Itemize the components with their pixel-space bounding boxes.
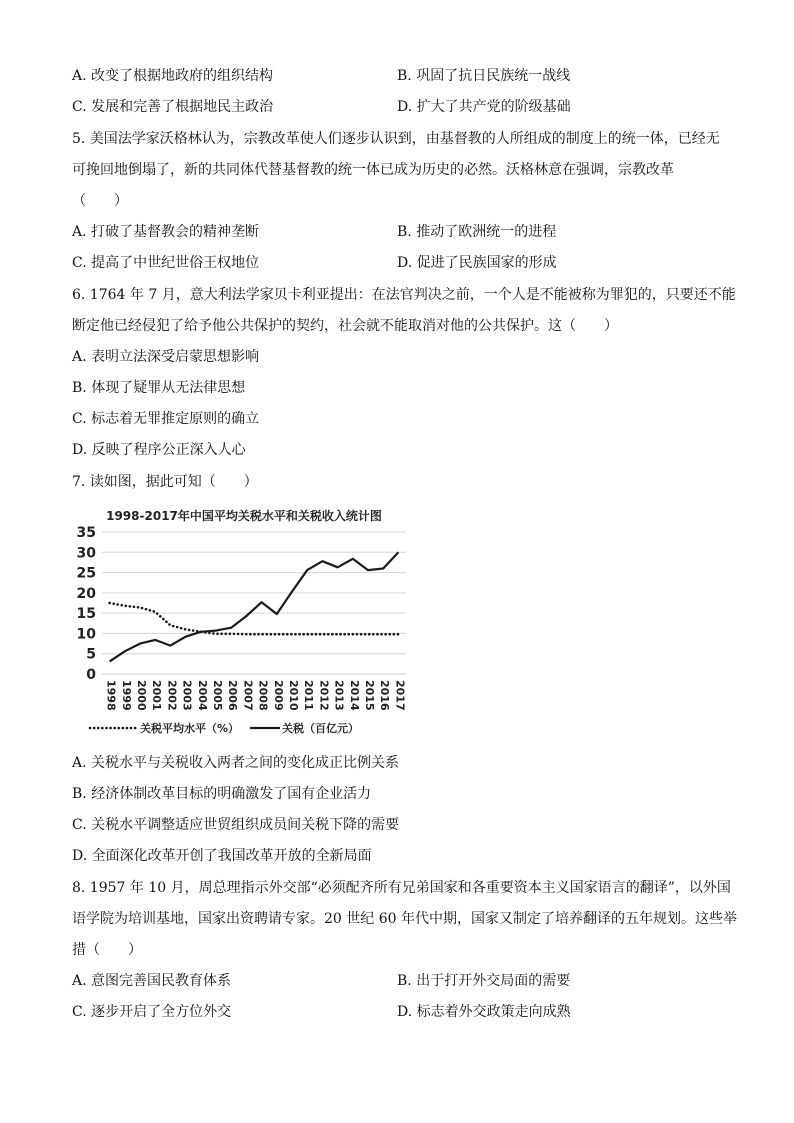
x-tick-label: 2002 — [165, 680, 179, 711]
x-tick-label: 2013 — [332, 680, 346, 711]
q6-stem-line1: 6. 1764 年 7 月，意大利法学家贝卡利亚提出：在法官判决之前，一个人是不能被称为罪犯的，只要还不能 — [72, 287, 736, 303]
q4-option-a: A. 改变了根据地政府的组织结构 — [72, 68, 274, 84]
x-tick-label: 2003 — [180, 680, 194, 711]
q6-option-c: C. 标志着无罪推定原则的确立 — [72, 411, 260, 427]
q6-option-b: B. 体现了疑罪从无法律思想 — [72, 380, 246, 396]
x-tick-label: 2014 — [347, 680, 361, 711]
y-tick-label: 10 — [76, 626, 96, 643]
q6-option-d: D. 反映了程序公正深入人心 — [72, 442, 246, 458]
y-tick-label: 5 — [86, 646, 96, 663]
q6-option-a: A. 表明立法深受启蒙思想影响 — [72, 349, 260, 365]
q8-option-a: A. 意图完善国民教育体系 — [72, 973, 232, 989]
tariff-chart-svg — [74, 504, 414, 744]
y-tick-label: 35 — [76, 525, 96, 541]
x-tick-label: 2016 — [378, 680, 392, 711]
q8-stem-line1: 8. 1957 年 10 月，周总理指示外交部“必须配齐所有兄弟国家和各重要资本主义国家语言的翻译”，以外国 — [72, 880, 731, 896]
q4-option-b: B. 巩固了抗日民族统一战线 — [397, 68, 571, 84]
tariff-chart — [74, 504, 414, 744]
q8-option-b: B. 出于打开外交局面的需要 — [397, 973, 571, 989]
chart-title: 1998-2017年中国平均关税水平和关税收入统计图 — [106, 509, 382, 523]
x-tick-label: 2012 — [317, 680, 331, 711]
q7-option-c: C. 关税水平调整适应世贸组织成员间关税下降的需要 — [72, 817, 400, 833]
x-tick-label: 2000 — [135, 680, 148, 711]
q6-stem-line2: 断定他已经侵犯了给予他公共保护的契约，社会就不能取消对他的公共保护。这（ ） — [72, 318, 618, 334]
q5-stem-line3: （ ） — [72, 193, 128, 209]
x-tick-label: 2006 — [226, 680, 240, 711]
y-tick-label: 25 — [76, 565, 96, 582]
x-tick-label: 2015 — [363, 680, 376, 711]
x-tick-label: 2011 — [302, 680, 316, 711]
q8-stem-line3: 措（ ） — [72, 942, 142, 958]
q5-stem-line2: 可挽回地倒塌了，新的共同体代替基督教的统一体已成为历史的必然。沃格林意在强调，宗教改革 — [72, 162, 674, 178]
x-tick-label: 2009 — [271, 680, 285, 711]
q5-option-c: C. 提高了中世纪世俗王权地位 — [72, 255, 260, 271]
x-tick-label: 2017 — [393, 680, 407, 711]
x-tick-label: 1999 — [119, 680, 133, 711]
x-tick-label: 2004 — [195, 680, 209, 711]
q5-stem-line1: 5. 美国法学家沃格林认为，宗教改革使人们逐步认识到，由基督教的人所组成的制度上的统一体，已经无 — [72, 131, 720, 147]
y-tick-label: 30 — [76, 545, 96, 562]
legend-label-tariff-level: 关税平均水平（%） — [140, 722, 240, 735]
q4-option-c: C. 发展和完善了根据地民主政治 — [72, 99, 274, 115]
q5-option-a: A. 打破了基督教会的精神垄断 — [72, 224, 260, 240]
x-tick-label: 2008 — [256, 680, 270, 711]
series-tariff-revenue-line — [110, 552, 399, 661]
q5-option-b: B. 推动了欧洲统一的进程 — [397, 224, 557, 240]
y-tick-label: 20 — [76, 585, 96, 602]
y-tick-label: 15 — [76, 606, 96, 623]
q8-stem-line2: 语学院为培训基地，国家出资聘请专家。20 世纪 60 年代中期，国家又制定了培养翻译的五年规划。这些举 — [72, 911, 737, 927]
legend-label-tariff-revenue: 关税（百亿元） — [282, 722, 359, 735]
q5-option-d: D. 促进了民族国家的形成 — [397, 255, 557, 271]
x-tick-label: 2010 — [287, 680, 300, 711]
q7-stem: 7. 读如图，据此可知（ ） — [72, 474, 258, 490]
x-tick-label: 2007 — [241, 680, 255, 711]
q8-option-c: C. 逐步开启了全方位外交 — [72, 1004, 232, 1020]
x-tick-label: 1998 — [104, 680, 118, 711]
q7-option-a: A. 关税水平与关税收入两者之间的变化成正比例关系 — [72, 755, 400, 771]
q7-option-d: D. 全面深化改革开创了我国改革开放的全新局面 — [72, 848, 372, 864]
q8-option-d: D. 标志着外交政策走向成熟 — [397, 1004, 571, 1020]
q7-option-b: B. 经济体制改革目标的明确激发了国有企业活力 — [72, 786, 372, 802]
y-tick-label: 0 — [86, 667, 96, 683]
x-tick-label: 2005 — [211, 680, 224, 711]
x-tick-label: 2001 — [150, 680, 164, 711]
q4-option-d: D. 扩大了共产党的阶级基础 — [397, 99, 571, 115]
